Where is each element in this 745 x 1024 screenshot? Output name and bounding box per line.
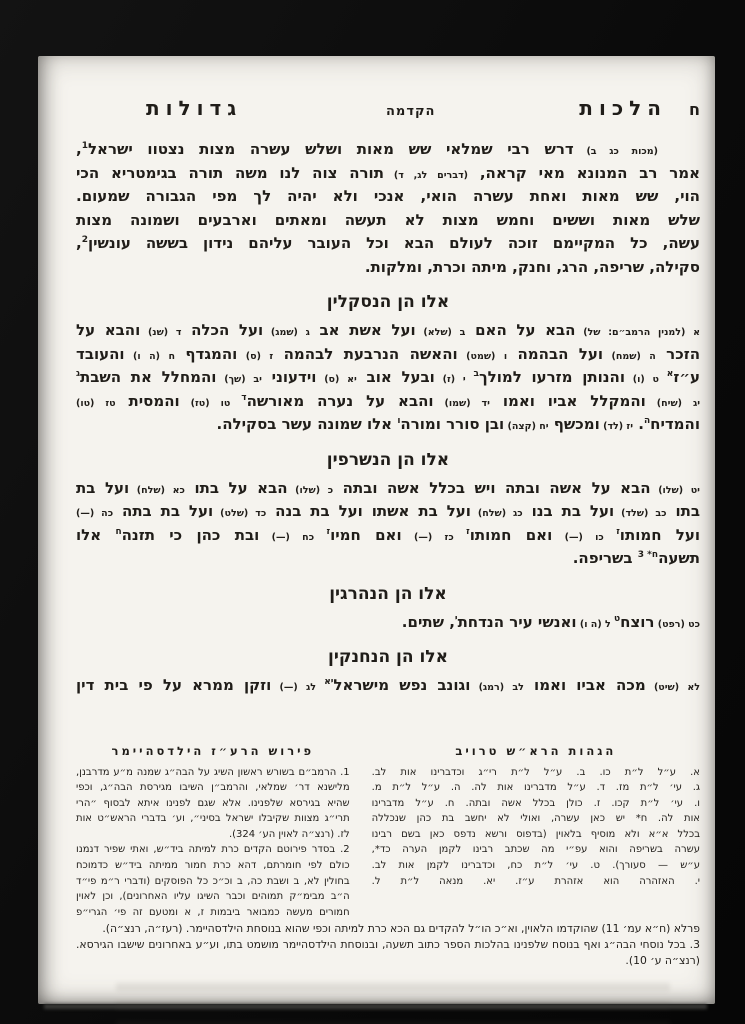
text-segment: ד [241, 392, 247, 403]
text-segment: בשריפה. [572, 549, 638, 567]
body-line [76, 343, 700, 367]
text-segment: כב (שלד) [614, 508, 667, 519]
commentary-lines-perush [76, 765, 350, 921]
text-segment: הבא על אשה ובתה ויש בכלל אשה ובתה [333, 478, 651, 497]
text-segment: ז [616, 526, 620, 537]
text-segment: הבא על בתו [184, 478, 288, 497]
commentary-line [372, 858, 700, 874]
book-title-right: הלכות [579, 96, 667, 120]
text-segment: והעובד [76, 344, 125, 363]
text-segment: ט [614, 613, 621, 624]
text-segment: לב (רמג) [470, 682, 524, 693]
text-segment: ד (שנ) [140, 327, 182, 338]
text-segment: טו (טז) [179, 397, 242, 409]
text-segment: וגונב נפש מישראל [333, 676, 471, 694]
text-segment: ואם חמיו [330, 525, 402, 544]
text-segment: ע״ז [673, 368, 700, 386]
text-segment: אמר רב המנונא מאי קראה, [468, 163, 700, 182]
text-segment: י. האזהרה הוא אזהרת ע״ז. יא. מנאה ל״ת ל. [371, 875, 700, 887]
text-segment: רוצח [620, 612, 655, 631]
commentary-title-annotations: הגהות הרא״ש טרויב [455, 743, 617, 758]
section-heading: אלו הן הנשרפין [326, 449, 450, 470]
text-segment: ועל בת בתה [113, 502, 214, 520]
text-segment: ועל הבהמה [507, 344, 604, 363]
commentary-line [372, 811, 700, 827]
intro-paragraph [76, 138, 700, 279]
text-segment: כ (שלו) [287, 484, 334, 496]
text-segment: ב (שלא) [415, 327, 466, 338]
text-segment: והנותן מזרעו למולך [478, 368, 626, 386]
section [76, 450, 700, 571]
commentary-line [372, 827, 700, 843]
text-segment: ו. עי׳ ל״ת קכו. ז. כולן בכלל אשה ובתה. ח. ע״ל מדברינו [371, 797, 700, 809]
text-segment: ז (ס) [237, 350, 274, 362]
text-segment: יא [324, 677, 334, 687]
text-segment: יד (שמו) [433, 397, 490, 409]
text-segment: כא (שלח) [129, 484, 185, 496]
text-segment: וידעוני [261, 368, 317, 386]
text-segment: והמחלל את השבת [80, 368, 217, 386]
commentary-column-perush [76, 744, 350, 921]
body-line [76, 547, 700, 571]
text-segment: ועל חמותו [619, 525, 700, 544]
text-segment: אלו [76, 525, 116, 544]
text-segment: ג. עי׳ ל״ת מז. ד. ע״ל מדברינו אות לה. ה. ע״ל ל״ת מ. [371, 782, 700, 794]
commentary-line [372, 842, 700, 858]
text-segment: יג (שיח) [645, 397, 700, 409]
text-segment: כז (—) [401, 531, 467, 543]
text-segment: א. ע״ל ל״ת כו. ב. ע״ל ל״ת רי״ג וכדברינו אות לב. [371, 766, 700, 778]
text-segment: ועל בת בנו [522, 502, 615, 520]
text-segment: ואם חמותו [469, 525, 553, 544]
text-segment: ז [466, 526, 470, 537]
page-header [76, 96, 700, 120]
footnote-paragraph: פרלא (ח״א עמ׳ 11) שהוקדמו הלאוין, וא״כ הו״ל להקדים גם הכא כרת למיתה וכפי שהוא בנוסחת הילדסהיימר. (רעז״ה, רנצ״ה). [102, 922, 700, 936]
sections-container [76, 292, 700, 698]
text-segment: עשה, כל המקיימם זוכה לעולם הבא וכל העובר עליהם נידון בששה עונשין [87, 234, 700, 252]
text-segment: י [454, 613, 458, 624]
commentary-line [76, 780, 350, 796]
text-segment: כח (—) [259, 531, 327, 543]
text-segment: לג (—) [271, 682, 325, 693]
commentary-line [76, 889, 350, 905]
text-segment: ובעל אוב [356, 368, 435, 386]
text-segment: כד (שלט) [213, 508, 267, 519]
text-segment: א (למנין הרמב״ם: של) [575, 327, 700, 338]
bottom-notes [76, 921, 700, 968]
page-content [38, 56, 715, 1024]
text-segment: כולם לפי חומרתם, דהא כרת חמור ממיתה ביד״ש כדמוכח [76, 860, 350, 872]
text-segment: ו (שמט) [457, 350, 508, 362]
body-line [76, 256, 700, 280]
body-line [76, 366, 700, 390]
text-segment: ה״ב מבימ״ק תמוהים וכבר השיגו עליו האחרונים), וכן לאוין [76, 891, 350, 903]
text-segment: ח* 3 [637, 550, 659, 560]
text-segment: ל (ה ו) [576, 618, 615, 630]
text-segment: . [633, 415, 644, 433]
text-segment: תרי״ג מצוות שקיבלו ישראל בסיני״, וע׳ בדברי הראש״ט אות [76, 813, 350, 825]
text-segment: ו [397, 416, 401, 426]
commentary-line [76, 842, 350, 858]
commentary-line [372, 796, 700, 812]
text-segment: יז (לד) [599, 421, 634, 432]
text-segment: ח [115, 526, 122, 537]
commentary-column-annotations [372, 744, 700, 921]
section [76, 647, 700, 698]
commentary-line [76, 796, 350, 812]
body-line [76, 611, 700, 635]
text-segment: , [76, 140, 82, 158]
body-line [76, 500, 700, 524]
text-segment: חמורים מעשה כמבואר ביבמות ז, א ומטעם זה פי׳ הגרי״פ [76, 906, 350, 918]
body-line [76, 477, 700, 501]
text-segment: והבא על [76, 321, 141, 339]
commentary-title-perush: פירוש הרע״ז הילדסהיימר [111, 743, 315, 758]
text-segment: , שתים. [401, 612, 455, 631]
text-segment: כט (רפט) [654, 618, 700, 630]
section-heading: אלו הן הנסקלין [326, 292, 450, 312]
text-segment: שהיא בגירסא שלפנינו. אלא שגם לפנינו איתא לבסוף ״הרי [76, 797, 350, 809]
text-segment: עשרה בשריפה והוא עפ״י מה שכתב רבינו לקמן הערה כד*, [371, 844, 700, 856]
text-segment: תשעה [658, 549, 700, 567]
body-line [76, 138, 700, 162]
commentary-area [76, 744, 700, 921]
text-segment: סקילה, שריפה, הרג, וחנק, מיתה וכרת, ומלקות. [364, 257, 700, 276]
text-segment: ח (ה ו) [124, 350, 175, 362]
text-segment: וזקן ממרא על פי בית דין [76, 676, 272, 694]
text-segment: 2 [81, 235, 88, 245]
text-segment: והבא על נערה מאורשה [246, 391, 434, 410]
commentary-line [372, 780, 700, 796]
text-segment: ובת כהן כי תזנה [121, 525, 260, 544]
section [76, 584, 700, 635]
text-segment: יח (קצה) [504, 421, 549, 432]
commentary-line [76, 905, 350, 921]
body-line [76, 390, 700, 414]
text-segment: יא (ס) [316, 374, 357, 385]
text-segment: הוי, שש מאות ואחת עשרה הואי, אנכי ולא יהיה לך מפי הגבורה שמעום. [76, 187, 700, 205]
text-segment: מלישנא דר׳ שמלאי, והרמב״ן השיבו מגירסת הבה״ג, וכפי [76, 782, 350, 794]
text-segment: הבא על האם [465, 321, 576, 339]
page-number: ח [689, 100, 700, 119]
text-segment: ועל אשת אב [309, 321, 416, 339]
text-segment: בכלל א״א ולא מוסיף בלאוין (בדפוס ורשא נדפס כאן בשם רבינו [371, 828, 700, 840]
commentary-line [372, 765, 700, 781]
text-segment: תורה צוה לנו משה תורה בגימטריא הכי [76, 163, 384, 182]
text-segment: יט (שלו) [650, 484, 700, 496]
text-segment: אלו שמונה עשר בסקילה. [216, 415, 398, 433]
body-line [76, 185, 700, 209]
chapter-label: הקדמה [386, 104, 436, 119]
text-segment: ה (שמח) [603, 350, 656, 362]
text-segment: א [666, 369, 674, 379]
section-heading: אלו הן הנחנקין [328, 647, 448, 667]
text-segment: והמקלל אביו ואמו [489, 391, 646, 410]
text-segment: 1 [81, 141, 88, 151]
commentary-line [372, 874, 700, 890]
text-segment: ג (שמג) [263, 327, 310, 338]
text-segment: 2. בסדר פירוטם הקדים כרת למיתה ביד״ש, ואתי שפיר דנמנו [76, 844, 350, 856]
body-line [76, 319, 700, 343]
text-segment: ט (ו) [625, 374, 667, 385]
text-segment: ועל בת [76, 478, 130, 497]
text-segment: טז (טו) [76, 397, 116, 409]
text-segment: מכה אביו ואמו [523, 676, 646, 694]
text-segment: ה [643, 416, 651, 426]
body-line [76, 524, 700, 548]
text-segment: ובן סורר ומורה [400, 415, 505, 433]
text-segment: ועל בת אשתו ועל בת בנה [266, 502, 471, 520]
text-segment: ואנשי עיר הנדחת [457, 612, 577, 631]
text-segment: דרש רבי שמלאי שש מאות ושלש עשרה מצות נצטוו ישראל [87, 140, 574, 158]
text-segment: 1. הרמב״ם בשורש ראשון השיג על הבה״ג שמנה מ״ע מדרבנן, [76, 766, 350, 778]
text-segment: והאשה הנרבעת לבהמה [273, 344, 458, 363]
page-edge-shadow [44, 1004, 707, 1009]
text-segment: (מכות כג ב) [573, 146, 658, 157]
text-segment: ע״ש — סעורך). ט. עי׳ ל״ת כח, וכדברינו לקמן אות לב. [371, 860, 700, 872]
text-segment: ועל הכלה [181, 321, 264, 339]
footnote-paragraph: 3. בכל נוסחי הבה״ג ואף בנוסח שלפנינו בהלכות הספר כתוב תשעה, ובנוסחת הילדסהיימר מושמט בתו, וע״ע באחרונים שישבו הגירסא. (רנצ״ה ע׳ 10). [76, 938, 700, 968]
commentary-line [76, 827, 350, 843]
book-page [38, 56, 715, 1004]
text-segment: בתו [666, 502, 700, 520]
text-segment: כו (—) [552, 531, 617, 543]
commentary-line [76, 874, 350, 890]
commentary-line [76, 765, 350, 781]
commentary-line [76, 858, 350, 874]
commentary-lines-annotations [372, 765, 700, 890]
commentary-line [76, 811, 350, 827]
section-heading: אלו הן הנהרגין [329, 583, 447, 604]
section [76, 292, 700, 437]
text-segment: ומכשף [548, 415, 600, 433]
text-segment: בחולין לא, ב ושבת כה, ב וכ״כ כל הפוסקים (ודברי ר״מ פי״ד [76, 875, 350, 887]
body-line [76, 674, 700, 698]
body-line [76, 232, 700, 256]
book-title-left: גדולות [146, 96, 243, 120]
text-segment: ג [76, 369, 81, 379]
body-line [76, 413, 700, 437]
body-line [76, 209, 700, 233]
text-segment: כה (—) [76, 508, 114, 519]
text-segment: לז. (רנצ״ה לאוין הע׳ 324). [228, 828, 350, 840]
text-segment: הזכר [655, 344, 700, 363]
text-segment: והמדיח [650, 415, 700, 433]
text-segment: ב [473, 369, 479, 379]
text-segment: לא (שיט) [645, 682, 700, 693]
text-segment: י (ז) [434, 374, 474, 385]
body-line [76, 162, 700, 186]
text-segment: , [76, 234, 82, 252]
text-segment: אות לה. ח* יש כאן עשרה, ואולי לא יחשב בת כהן שנכללה [371, 813, 700, 825]
text-segment: (דברים לג, ד) [383, 169, 469, 181]
text-segment: והמגדף [174, 344, 238, 363]
text-segment: שלש מאות וששים וחמש מצות לא תעשה ומאתים וארבעים ושמונה מצות [76, 210, 700, 229]
text-segment: ז [326, 526, 331, 537]
text-segment: והמסית [115, 391, 180, 410]
text-segment: יב (שך) [216, 374, 262, 385]
text-segment: כג (שלח) [470, 508, 523, 519]
